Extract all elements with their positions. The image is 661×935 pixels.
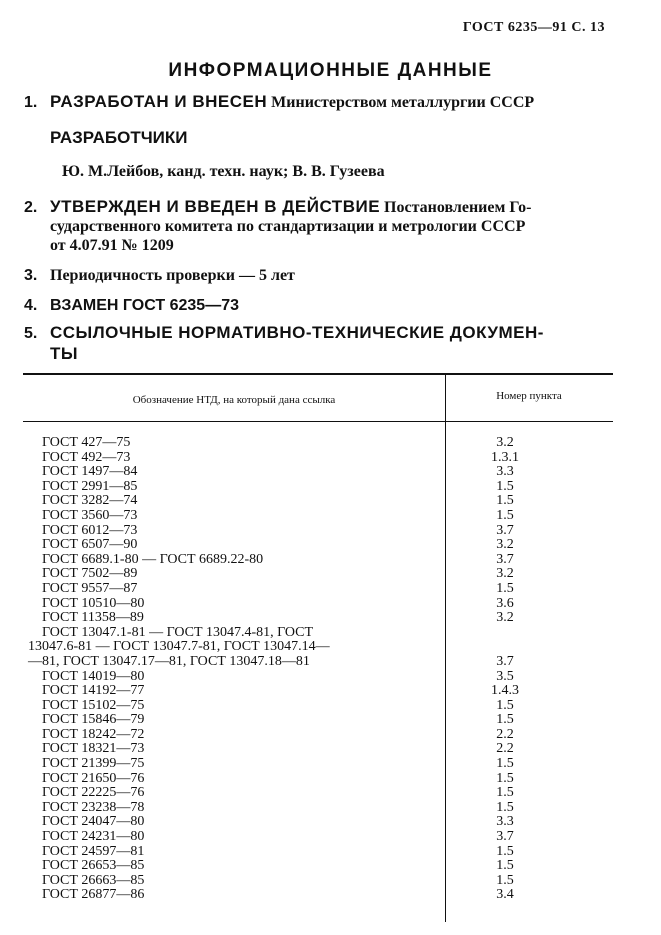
clause-cell: 3.5 [496,668,514,684]
reference-cell: ГОСТ 14019—80 [42,668,145,684]
table-row [0,728,661,743]
clause-cell: 1.5 [496,843,514,859]
section-2-text-1: Постановлением Го- [380,199,532,216]
reference-cell: ГОСТ 9557—87 [42,580,138,596]
table-row [0,538,661,553]
reference-cell: ГОСТ 6689.1-80 — ГОСТ 6689.22-80 [42,551,264,567]
table-row [0,436,661,451]
section-1-text: Министерством металлургии СССР [267,94,535,111]
section-3-text: Периодичность проверки — 5 лет [50,267,295,284]
reference-cell: ГОСТ 10510—80 [42,595,145,611]
table-row [0,815,661,830]
reference-cell: ГОСТ 26663—85 [42,872,145,888]
table-row [0,713,661,728]
table-row [0,684,661,699]
table-header-reference: Обозначение НТД, на который дана ссылка [132,394,336,406]
clause-cell: 3.2 [496,537,514,553]
table-row [0,626,661,670]
reference-line-3: —81, ГОСТ 13047.17—81, ГОСТ 13047.18—81 [28,653,310,669]
clause-cell: 1.5 [496,712,514,728]
reference-cell: ГОСТ 2991—85 [42,478,138,494]
reference-line-2: 13047.6-81 — ГОСТ 13047.7-81, ГОСТ 13047.14— [28,639,330,655]
section-5 [24,323,614,364]
table-row [0,830,661,845]
table-row [0,451,661,466]
clause-cell: 3.3 [496,814,514,830]
table-header-rule [23,421,613,422]
section-1-number: 1. [24,94,38,111]
clause-cell: 3.3 [496,464,514,480]
table-row [0,742,661,757]
reference-cell: ГОСТ 11358—89 [42,610,144,626]
section-5-line-2: ТЫ [50,344,79,363]
section-4 [24,296,614,315]
author-2: В. В. Гузеева [292,163,385,180]
clause-cell: 1.3.1 [491,449,519,465]
table-row [0,567,661,582]
table-row [0,670,661,685]
section-2 [24,197,614,255]
developers-list [62,162,652,181]
table-row [0,786,661,801]
reference-cell: ГОСТ 15102—75 [42,697,145,713]
table-row [0,757,661,772]
reference-cell: ГОСТ 1497—84 [42,464,138,480]
clause-cell: 3.2 [496,610,514,626]
document-title: ИНФОРМАЦИОННЫЕ ДАННЫЕ [168,60,493,81]
clause-cell: 1.5 [496,507,514,523]
reference-cell: ГОСТ 24597—81 [42,843,145,859]
table-row [0,699,661,714]
table-row [0,465,661,480]
table-row [0,480,661,495]
table-row [0,582,661,597]
table-row [0,611,661,626]
reference-cell: ГОСТ 26877—86 [42,887,145,903]
clause-cell: 1.5 [496,799,514,815]
page-header: ГОСТ 6235—91 С. 13 [462,20,605,35]
section-3-number: 3. [24,267,38,284]
clause-cell: 3.7 [496,653,514,669]
table-row [0,494,661,509]
reference-cell: ГОСТ 3560—73 [42,507,138,523]
clause-cell: 1.5 [496,580,514,596]
reference-cell: ГОСТ 427—75 [42,435,131,450]
clause-cell: 1.5 [496,872,514,888]
clause-cell: 1.5 [496,697,514,713]
section-1 [24,92,614,112]
table-row [0,888,661,903]
clause-cell: 3.7 [496,551,514,567]
reference-cell: ГОСТ 7502—89 [42,566,138,582]
section-4-number: 4. [24,297,38,314]
table-row [0,874,661,889]
reference-cell: ГОСТ 492—73 [42,449,131,465]
clause-cell: 1.5 [496,493,514,509]
clause-cell: 2.2 [496,726,514,742]
table-row [0,553,661,568]
reference-cell: ГОСТ 23238—78 [42,799,145,815]
clause-cell: 3.7 [496,829,514,845]
reference-cell: ГОСТ 3282—74 [42,493,138,509]
reference-cell: ГОСТ 24047—80 [42,814,145,830]
table-top-rule [23,373,613,375]
clause-cell: 1.5 [496,770,514,786]
author-1: Ю. М.Лейбов, канд. техн. наук; [62,163,293,180]
reference-cell: ГОСТ 21399—75 [42,756,145,772]
clause-cell: 1.5 [496,785,514,801]
clause-cell: 3.4 [496,887,514,903]
table-row [0,859,661,874]
table-row [0,845,661,860]
reference-cell: ГОСТ 15846—79 [42,712,145,728]
reference-table-body [0,436,661,903]
clause-cell: 3.6 [496,595,514,611]
section-3 [24,266,614,285]
clause-cell: 3.2 [496,566,514,582]
reference-cell: ГОСТ 6507—90 [42,537,138,553]
reference-cell: ГОСТ 22225—76 [42,785,145,801]
reference-cell: ГОСТ 18321—73 [42,741,145,757]
table-row [0,597,661,612]
table-header-clause: Номер пункта [496,390,562,402]
reference-cell: ГОСТ 18242—72 [42,726,145,742]
clause-cell: 1.5 [496,756,514,772]
reference-line-1: ГОСТ 13047.1-81 — ГОСТ 13047.4-81, ГОСТ [42,624,314,640]
table-row [0,772,661,787]
clause-cell: 2.2 [496,741,514,757]
reference-cell: ГОСТ 26653—85 [42,858,145,874]
table-row [0,524,661,539]
section-5-line-1: ССЫЛОЧНЫЕ НОРМАТИВНО-ТЕХНИЧЕСКИЕ ДОКУМЕН- [50,323,544,342]
reference-cell: ГОСТ 24231—80 [42,829,145,845]
clause-cell: 1.5 [496,478,514,494]
reference-cell: ГОСТ 6012—73 [42,522,138,538]
reference-cell: ГОСТ 21650—76 [42,770,145,786]
table-row [0,509,661,524]
clause-cell: 3.2 [496,435,514,450]
reference-cell: ГОСТ 14192—77 [42,683,145,699]
clause-cell: 1.5 [496,858,514,874]
section-2-number: 2. [24,199,38,216]
section-2-text-2: сударственного комитета по стандартизации и метрологии СССР [50,218,526,235]
clause-cell: 1.4.3 [491,683,519,699]
developers-heading: РАЗРАБОТЧИКИ [50,128,188,147]
section-2-text-3: от 4.07.91 № 1209 [50,237,174,254]
reference-cell [0,626,412,670]
section-5-number: 5. [24,325,38,342]
section-4-text: ВЗАМЕН ГОСТ 6235—73 [50,297,239,314]
clause-cell: 3.7 [496,522,514,538]
section-2-lead: УТВЕРЖДЕН И ВВЕДЕН В ДЕЙСТВИЕ [50,197,381,216]
section-1-lead: РАЗРАБОТАН И ВНЕСЕН [50,92,268,111]
table-row [0,801,661,816]
